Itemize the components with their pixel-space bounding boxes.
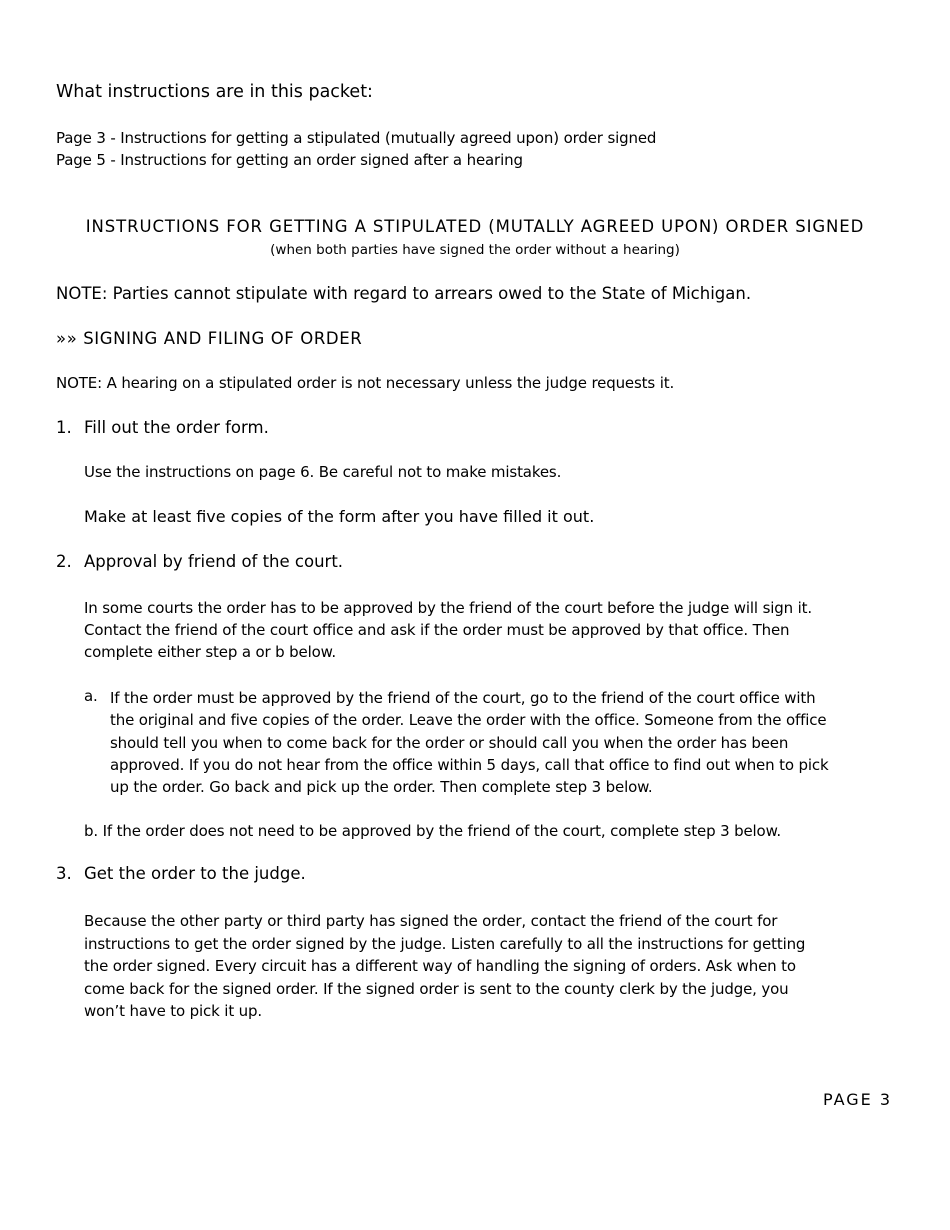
step-2a-paragraph [110, 687, 829, 798]
step-3-line: won’t have to pick it up. [84, 1002, 263, 1020]
main-subheading: (when both parties have signed the order without a hearing) [270, 242, 680, 258]
step-2-line: Contact the friend of the court office and ask if the order must be approved by that office. Then [84, 621, 790, 639]
step-3-number: 3. [56, 864, 72, 883]
step-2a-line: up the order. Go back and pick up the order. Then complete step 3 below. [110, 778, 653, 797]
step-3-paragraph [84, 910, 805, 1023]
packet-intro: What instructions are in this packet: [56, 82, 373, 102]
step-2b: b. If the order does not need to be approved by the friend of the court, complete step 3 below. [84, 822, 781, 840]
step-2a-line: approved. If you do not hear from the office within 5 days, call that office to find out when to pick [110, 755, 829, 774]
step-2-title: Approval by friend of the court. [84, 552, 344, 571]
section-title: »» SIGNING AND FILING OF ORDER [56, 329, 363, 348]
step-1-title: Fill out the order form. [84, 418, 269, 437]
page-number: PAGE 3 [822, 1090, 892, 1109]
note-arrears: NOTE: Parties cannot stipulate with regard to arrears owed to the State of Michigan. [56, 284, 752, 303]
step-2a-line: should tell you when to come back for the order or should call you when the order has been [110, 733, 789, 752]
step-3-line: instructions to get the order signed by the judge. Listen carefully to all the instructions for getting [84, 934, 806, 953]
step-2-number: 2. [56, 552, 72, 571]
step-1-instructions: Use the instructions on page 6. Be careful not to make mistakes. [84, 463, 562, 481]
step-2a-label: a. [84, 687, 98, 705]
step-1-number: 1. [56, 418, 72, 437]
packet-item-page5: Page 5 - Instructions for getting an order signed after a hearing [56, 151, 523, 169]
step-2a-line: the original and five copies of the order. Leave the order with the office. Someone from the office [110, 711, 827, 730]
step-3-line: the order signed. Every circuit has a different way of handling the signing of orders. Ask when to [84, 957, 796, 975]
step-2-line: In some courts the order has to be approved by the friend of the court before the judge will sign it. [84, 599, 812, 617]
step-3-line: Because the other party or third party has signed the order, contact the friend of the court for [84, 912, 778, 930]
step-2a-line: If the order must be approved by the friend of the court, go to the friend of the court office with [110, 689, 816, 707]
note-hearing: NOTE: A hearing on a stipulated order is not necessary unless the judge requests it. [56, 374, 675, 392]
step-3-line: come back for the signed order. If the signed order is sent to the county clerk by the judge, you [84, 979, 789, 998]
step-2-paragraph [84, 597, 812, 663]
step-2-line: complete either step a or b below. [84, 643, 337, 661]
step-1-copies: Make at least five copies of the form after you have filled it out. [84, 507, 595, 526]
step-3-title: Get the order to the judge. [84, 864, 306, 883]
main-heading: INSTRUCTIONS FOR GETTING A STIPULATED (MUTALLY AGREED UPON) ORDER SIGNED [85, 217, 865, 236]
packet-item-page3: Page 3 - Instructions for getting a stipulated (mutually agreed upon) order signed [56, 129, 657, 147]
